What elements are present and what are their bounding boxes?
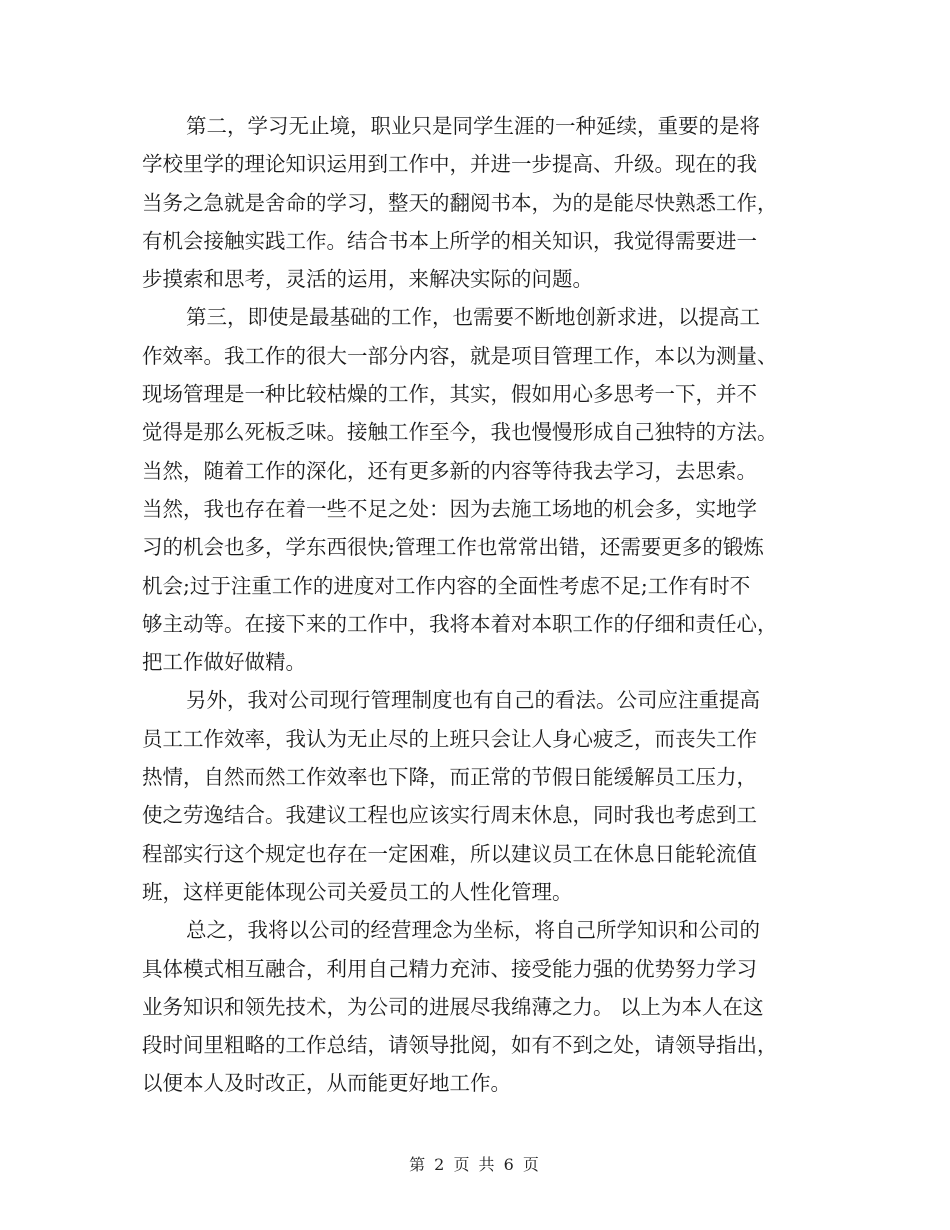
text-line: 热情，自然而然工作效率也下降，而正常的节假日能缓解员工压力， [142, 765, 757, 790]
text-line: 使之劳逸结合。我建议工程也应该实行周末休息，同时我也考虑到工 [142, 803, 757, 828]
text-line: 作效率。我工作的很大一部分内容，就是项目管理工作，本以为测量、 [142, 343, 778, 368]
text-line: 第二，学习无止境，职业只是同学生涯的一种延续，重要的是将 [186, 114, 760, 138]
text-line: 够主动等。在接下来的工作中，我将本着对本职工作的仔细和责任心， [142, 611, 778, 636]
text-line: 总之，我将以公司的经营理念为坐标，将自己所学知识和公司的 [186, 918, 760, 943]
text-line: 另外，我对公司现行管理制度也有自己的看法。公司应注重提高 [186, 688, 760, 713]
text-line: 现场管理是一种比较枯燥的工作，其实，假如用心多思考一下，并不 [142, 382, 757, 407]
text-line: 员工工作效率，我认为无止尽的上班只会让人身心疲乏，而丧失工作 [142, 726, 757, 751]
text-line: 步摸索和思考，灵活的运用，来解决实际的问题。 [142, 267, 593, 292]
text-line: 把工作做好做精。 [142, 650, 306, 675]
text-line: 班，这样更能体现公司关爱员工的人性化管理。 [142, 879, 573, 904]
text-line: 当务之急就是舍命的学习，整天的翻阅书本，为的是能尽快熟悉工作， [142, 190, 778, 215]
page-number-footer: 第 2 页 共 6 页 [409, 1155, 541, 1174]
text-line: 当然，随着工作的深化，还有更多新的内容等待我去学习，去思索。 [142, 458, 757, 483]
text-line: 习的机会也多，学东西很快;管理工作也常常出错，还需要更多的锻炼 [142, 535, 764, 560]
text-line: 业务知识和领先技术，为公司的进展尽我绵薄之力。 以上为本人在这 [142, 994, 764, 1019]
text-line: 有机会接触实践工作。结合书本上所学的相关知识，我觉得需要进一 [142, 228, 757, 253]
text-line: 觉得是那么死板乏味。接触工作至今，我也慢慢形成自己独特的方法。 [142, 420, 778, 445]
text-line: 当然，我也存在着一些不足之处：因为去施工场地的机会多，实地学 [142, 496, 757, 521]
document-body [142, 107, 810, 1103]
text-line: 具体模式相互融合，利用自己精力充沛、接受能力强的优势努力学习 [142, 956, 757, 981]
text-line: 机会;过于注重工作的进度对工作内容的全面性考虑不足;工作有时不 [142, 573, 751, 598]
text-line: 程部实行这个规定也存在一定困难，所以建议员工在休息日能轮流值 [142, 841, 757, 866]
text-line: 段时间里粗略的工作总结，请领导批阅，如有不到之处，请领导指出， [142, 1033, 778, 1058]
text-line: 以便本人及时改正，从而能更好地工作。 [142, 1071, 511, 1096]
text-line: 学校里学的理论知识运用到工作中，并进一步提高、升级。现在的我 [142, 152, 757, 177]
text-line: 第三，即使是最基础的工作，也需要不断地创新求进，以提高工 [186, 305, 760, 330]
